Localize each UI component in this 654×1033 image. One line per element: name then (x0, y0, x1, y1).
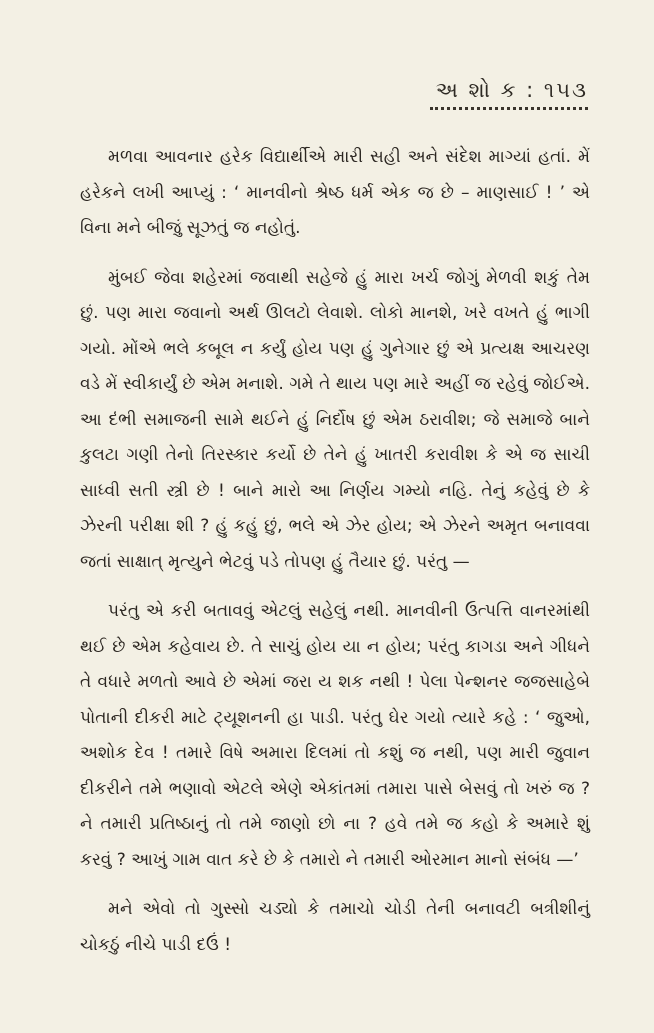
chapter-title-page-number: અ શો ક : ૧૫૩ (435, 78, 588, 102)
paragraph-2: મુંબઈ જેવા શહેરમાં જવાથી સહેજે હું મારા ખર્ચ જોગું મેળવી શકું તેમ છું. પણ મારા જવાનો અર્થ ઊલટો લેવાશે. લોકો માનશે, ખરે વખતે હું ભાગી ગયો. મોંએ ભલે કબૂલ ન કર્યું હોય પણ હું ગુનેગાર છું એ પ્રત્યક્ષ આચરણ વડે મેં સ્વીકાર્યું છે એમ મનાશે. ગમે તે થાય પણ મારે અહીં જ રહેવું જોઈએ. આ દંભી સમાજની સામે થઈને હું નિર્દોષ છું એમ ઠરાવીશ; જે સમાજે બાને કુલટા ગણી તેનો તિરસ્કાર કર્યો છે તેને હું ખાતરી કરાવીશ કે એ જ સાચી સાધ્વી સતી સ્ત્રી છે ! બાને મારો આ નિર્ણય ગમ્યો નહિ. તેનું કહેવું છે કે ઝેરની પરીક્ષા શી ? હું કહું છું, ભલે એ ઝેર હોય; એ ઝેરને અમૃત બનાવવા જતાં સાક્ષાત્ મૃત્યુને ભેટવું પડે તોપણ હું તૈયાર છું. પરંતુ — (80, 267, 590, 572)
paragraph-1: મળવા આવનાર હરેક વિદ્યાર્થીએ મારી સહી અને સંદેશ માગ્યાં હતાં. મેં હરેકને લખી આપ્યું : ‘ માનવીનો શ્રેષ્ઠ ધર્મ એક જ છે – માણસાઈ ! ’ એ વિના મને બીજું સૂઝતું જ નહોતું. (80, 147, 590, 238)
body-text (80, 140, 590, 977)
running-header (430, 78, 588, 110)
paragraph-3: પરંતુ એ કરી બતાવવું એટલું સહેલું નથી. માનવીની ઉત્પત્તિ વાનરમાંથી થઈ છે એમ કહેવાય છે. તે સાચું હોય યા ન હોય; પરંતુ કાગડા અને ગીધને તે વધારે મળતો આવે છે એમાં જરા ય શક નથી ! પેલા પેન્શનર જજસાહેબે પોતાની દીકરી માટે ટ્યૂશનની હા પાડી. પરંતુ ઘેર ગયો ત્યારે કહે : ‘ જુઓ, અશોક દેવ ! તમારે વિષે અમારા દિલમાં તો કશું જ નથી, પણ મારી જુવાન દીકરીને તમે ભણાવો એટલે એણે એકાંતમાં તમારા પાસે બેસવું તો ખરું જ ? ને તમારી પ્રતિષ્ઠાનું તો તમે જાણો છો ના ? હવે તમે જ કહો કે અમારે શું કરવું ? આખું ગામ વાત કરે છે કે તમારો ને તમારી ઓરમાન માનો સંબંધ —’ (80, 601, 590, 870)
header-dotted-rule (430, 107, 588, 110)
paragraph-4: મને એવો તો ગુસ્સો ચડ્યો કે તમાચો ચોડી તેની બનાવટી બત્રીશીનું ચોકઠું નીચે પાડી દઉં ! (80, 899, 590, 955)
